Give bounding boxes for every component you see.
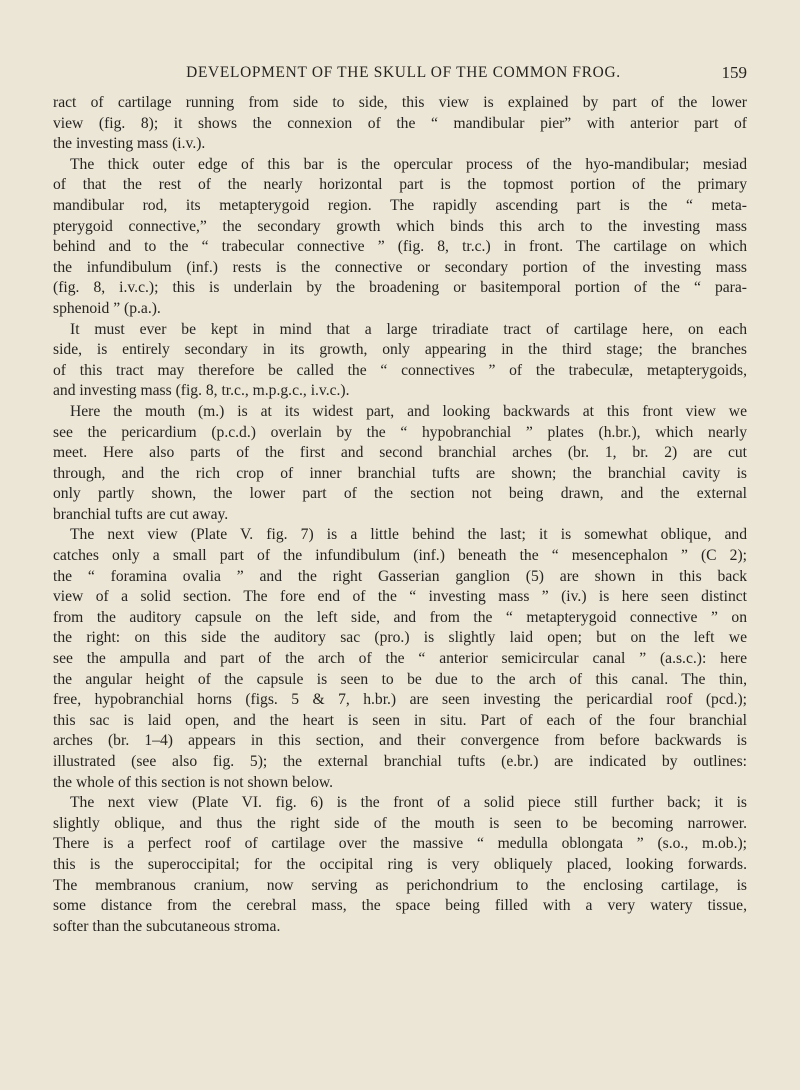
text-line: the investing mass (i.v.). bbox=[53, 135, 206, 153]
text-line: the infundibulum (inf.) rests is the connective or secondary portion of the investing mass bbox=[53, 258, 747, 276]
text-line: the right: on this side the auditory sac (pro.) is slightly laid open; but on the left we bbox=[53, 629, 747, 647]
text-line: see the ampulla and part of the arch of the “ anterior semicircular canal ” (a.s.c.): here bbox=[53, 650, 747, 668]
text-line: and investing mass (fig. 8, tr.c., m.p.g.c., i.v.c.). bbox=[53, 382, 350, 400]
text-line: There is a perfect roof of cartilage over the massive “ medulla oblongata ” (s.o., m.ob.); bbox=[53, 835, 747, 853]
text-line: behind and to the “ trabecular connective ” (fig. 8, tr.c.) in front. The cartilage on which bbox=[53, 238, 747, 256]
text-line: illustrated (see also fig. 5); the external branchial tufts (e.br.) are indicated by outlines: bbox=[53, 753, 747, 770]
text-line: The next view (Plate V. fig. 7) is a little behind the last; it is somewhat oblique, and bbox=[70, 526, 747, 544]
text-line: The thick outer edge of this bar is the opercular process of the hyo-mandibular; mesiad bbox=[70, 155, 747, 173]
text-line: sphenoid ” (p.a.). bbox=[53, 299, 161, 317]
text-line: The membranous cranium, now serving as perichondrium to the enclosing cartilage, is bbox=[53, 876, 747, 894]
text-line: ract of cartilage running from side to side, this view is explained by part of the lower bbox=[53, 94, 747, 111]
text-line: only partly shown, the lower part of the section not being drawn, and the external bbox=[53, 485, 747, 503]
text-line: softer than the subcutaneous stroma. bbox=[53, 917, 281, 935]
text-line: Here the mouth (m.) is at its widest part, and looking backwards at this front view we bbox=[70, 402, 747, 420]
text-line: The next view (Plate VI. fig. 6) is the front of a solid piece still further back; it is bbox=[70, 794, 747, 812]
text-line: this sac is laid open, and the heart is seen in situ. Part of each of the four branchial bbox=[53, 711, 747, 729]
running-title: DEVELOPMENT OF THE SKULL OF THE COMMON FROG. bbox=[186, 64, 621, 81]
body-text bbox=[53, 93, 747, 937]
text-line: view of a solid section. The fore end of the “ investing mass ” (iv.) is here seen distinct bbox=[53, 588, 747, 606]
text-line: the whole of this section is not shown below. bbox=[53, 773, 334, 791]
text-line: this is the superoccipital; for the occipital ring is very obliquely placed, looking forwards. bbox=[53, 855, 747, 873]
text-line: arches (br. 1–4) appears in this section, and their convergence from before backwards is bbox=[53, 732, 747, 750]
page-header bbox=[58, 64, 747, 90]
text-line: slightly oblique, and thus the right side of the mouth is seen to be becoming narrower. bbox=[53, 814, 747, 832]
text-line: meet. Here also parts of the first and second branchial arches (br. 1, br. 2) are cut bbox=[53, 444, 747, 462]
text-line: of this tract may therefore be called the “ connectives ” of the trabeculæ, metapterygoids, bbox=[53, 361, 747, 379]
text-line: the “ foramina ovalia ” and the right Gasserian ganglion (5) are shown in this back bbox=[53, 567, 747, 585]
text-line: pterygoid connective,” the secondary growth which binds this arch to the investing mass bbox=[53, 217, 747, 235]
text-line: from the auditory capsule on the left side, and from the “ metapterygoid connective ” on bbox=[53, 608, 747, 626]
text-line: mandibular rod, its metapterygoid region. The rapidly ascending part is the “ meta- bbox=[53, 196, 747, 214]
text-line: the angular height of the capsule is seen to be due to the arch of this canal. The thin, bbox=[53, 670, 747, 688]
page-number: 159 bbox=[721, 63, 747, 82]
text-line: some distance from the cerebral mass, the space being filled with a very watery tissue, bbox=[53, 897, 747, 915]
text-line: branchial tufts are cut away. bbox=[53, 505, 229, 523]
text-line: (fig. 8, i.v.c.); this is underlain by the broadening or basitemporal portion of the “ para- bbox=[53, 279, 747, 297]
text-line: free, hypobranchial horns (figs. 5 & 7, h.br.) are seen investing the pericardial roof (pcd.); bbox=[53, 691, 747, 709]
text-line: view (fig. 8); it shows the connexion of the “ mandibular pier” with anterior part of bbox=[53, 114, 747, 132]
text-line: catches only a small part of the infundibulum (inf.) beneath the “ mesencephalon ” (C 2); bbox=[53, 547, 747, 565]
text-line: It must ever be kept in mind that a large triradiate tract of cartilage here, on each bbox=[70, 320, 747, 338]
text-line: see the pericardium (p.c.d.) overlain by the “ hypobranchial ” plates (h.br.), which nearly bbox=[53, 423, 747, 441]
text-line: of that the rest of the nearly horizontal part is the topmost portion of the primary bbox=[53, 176, 747, 194]
text-line: through, and the rich crop of inner branchial tufts are shown; the branchial cavity is bbox=[53, 464, 747, 482]
text-line: side, is entirely secondary in its growth, only appearing in the third stage; the branches bbox=[53, 341, 747, 359]
